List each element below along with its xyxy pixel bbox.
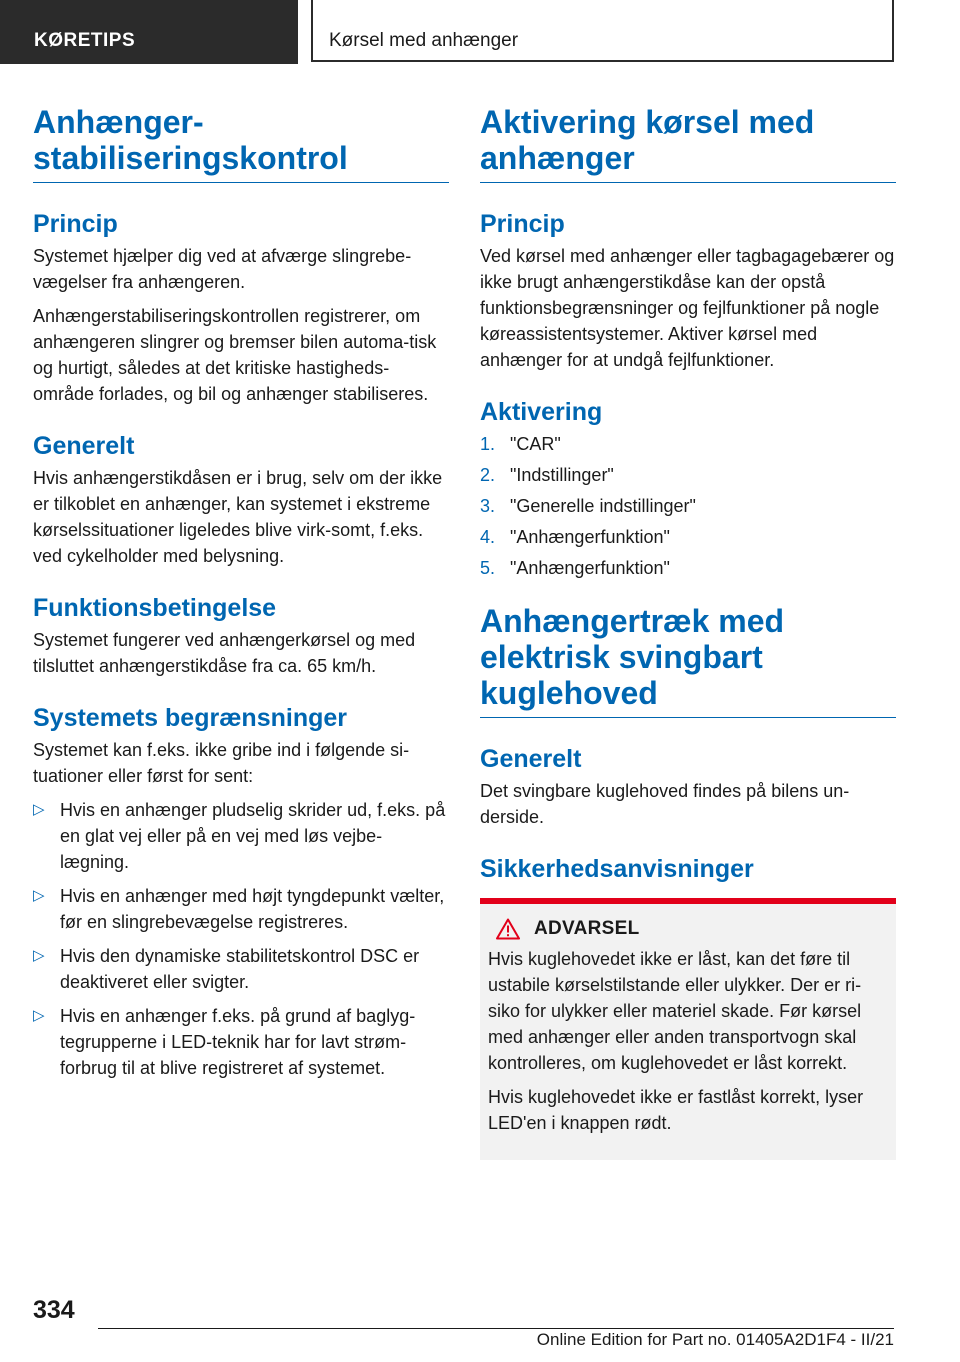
principle-paragraph: Ved kørsel med anhænger eller tagbagagebærer og ikke brugt anhængerstikdåse kan der opstå funktionsbegrænsninger og fejlfunktioner på nogle køreassistentsystemer. Aktiver kørsel med anhænger for at undgå fejlfunktioner. bbox=[480, 246, 895, 370]
title-tow-hitch: Anhængertræk med elektrisk svingbart kuglehoved bbox=[480, 603, 896, 718]
list-item: ▷ Hvis en anhænger pludselig skrider ud, f.eks. på en glat vej eller på en vej med løs vejbe-lægning. bbox=[33, 797, 449, 875]
step-number: 4. bbox=[480, 527, 496, 547]
title-trailer-mode-activation: Aktivering kørsel med anhænger bbox=[480, 104, 896, 183]
triangle-bullet-icon: ▷ bbox=[33, 801, 45, 818]
warning-label: ADVARSEL bbox=[534, 918, 640, 939]
heading-principle: Princip bbox=[480, 210, 565, 238]
list-item: ▷ Hvis en anhænger med højt tyngdepunkt vælter, før en slingrebevægelse registreres. bbox=[33, 883, 449, 935]
general-paragraph: Det svingbare kuglehoved findes på bilens un-derside. bbox=[480, 781, 850, 827]
heading-general: Generelt bbox=[33, 432, 135, 460]
principle-paragraph-1: Systemet hjælper dig ved at afværge slingrebe-vægelser fra anhængeren. bbox=[33, 246, 412, 292]
triangle-bullet-icon: ▷ bbox=[33, 1007, 45, 1024]
principle-paragraph-2: Anhængerstabiliseringskontrollen registrerer, om anhængeren slingrer og bremser bilen automa-tisk og hurtigt, således at det kritiske hastigheds-område forlades, og bil og anhænger stabiliseres. bbox=[33, 306, 437, 404]
step-number: 3. bbox=[480, 496, 496, 516]
heading-activation: Aktivering bbox=[480, 398, 603, 426]
list-item: ▷ Hvis en anhænger f.eks. på grund af baglyg-tegrupperne i LED-teknik har for lavt strøm-forbrug til at blive registreret af systemet. bbox=[33, 1003, 449, 1081]
step-number: 2. bbox=[480, 465, 496, 485]
warning-triangle-icon bbox=[496, 918, 520, 940]
triangle-bullet-icon: ▷ bbox=[33, 947, 45, 964]
warning-paragraph-2: Hvis kuglehovedet ikke er fastlåst korrekt, lyser LED'en i knappen rødt. bbox=[488, 1087, 864, 1133]
triangle-bullet-icon: ▷ bbox=[33, 887, 45, 904]
limits-intro: Systemet kan f.eks. ikke gribe ind i følgende si-tuationer eller først for sent: bbox=[33, 740, 410, 786]
list-item: 4. "Anhængerfunktion" bbox=[480, 524, 896, 550]
edition-label: Online Edition for Part no. 01405A2D1F4 - II/21 bbox=[536, 1330, 894, 1349]
page-number: 334 bbox=[33, 1296, 75, 1324]
list-item: 5. "Anhængerfunktion" bbox=[480, 555, 896, 581]
title-trailer-stability-control: Anhænger- stabiliseringskontrol bbox=[33, 104, 449, 183]
left-column bbox=[33, 104, 449, 1089]
section-label: KØRETIPS bbox=[34, 30, 136, 51]
warning-box bbox=[480, 898, 896, 1160]
list-item: 1. "CAR" bbox=[480, 431, 896, 457]
list-item: 3. "Generelle indstillinger" bbox=[480, 493, 896, 519]
right-column bbox=[480, 104, 896, 1160]
activation-steps bbox=[480, 431, 896, 581]
footer-divider bbox=[98, 1328, 894, 1329]
condition-paragraph: Systemet fungerer ved anhængerkørsel og med tilsluttet anhængerstikdåse fra ca. 65 km/h. bbox=[33, 630, 416, 676]
section-header-tab bbox=[0, 0, 298, 64]
heading-safety-notes: Sikkerhedsanvisninger bbox=[480, 855, 754, 883]
step-number: 5. bbox=[480, 558, 496, 578]
list-item: ▷ Hvis den dynamiske stabilitetskontrol DSC er deaktiveret eller svigter. bbox=[33, 943, 449, 995]
limits-list bbox=[33, 797, 449, 1081]
heading-general: Generelt bbox=[480, 745, 582, 773]
chapter-label: Kørsel med anhænger bbox=[329, 30, 519, 51]
warning-header bbox=[488, 918, 882, 940]
general-paragraph: Hvis anhængerstikdåsen er i brug, selv om der ikke er tilkoblet en anhænger, kan systemet i ekstreme kørselssituationer ligeledes blive virk-somt, f.eks. ved cykelholder med belysning. bbox=[33, 468, 443, 566]
step-number: 1. bbox=[480, 434, 496, 454]
chapter-header-box bbox=[311, 0, 894, 62]
list-item: 2. "Indstillinger" bbox=[480, 462, 896, 488]
warning-paragraph-1: Hvis kuglehovedet ikke er låst, kan det føre til ustabile kørselstilstande eller ulykker. Der er ri-siko for ulykker eller materiel skade. Før kørsel med anhænger eller anden transportvogn skal kontrolleres, om kuglehovedet er låst korrekt. bbox=[488, 949, 862, 1073]
heading-principle: Princip bbox=[33, 210, 118, 238]
heading-system-limits: Systemets begrænsninger bbox=[33, 704, 347, 732]
heading-function-condition: Funktionsbetingelse bbox=[33, 594, 277, 622]
